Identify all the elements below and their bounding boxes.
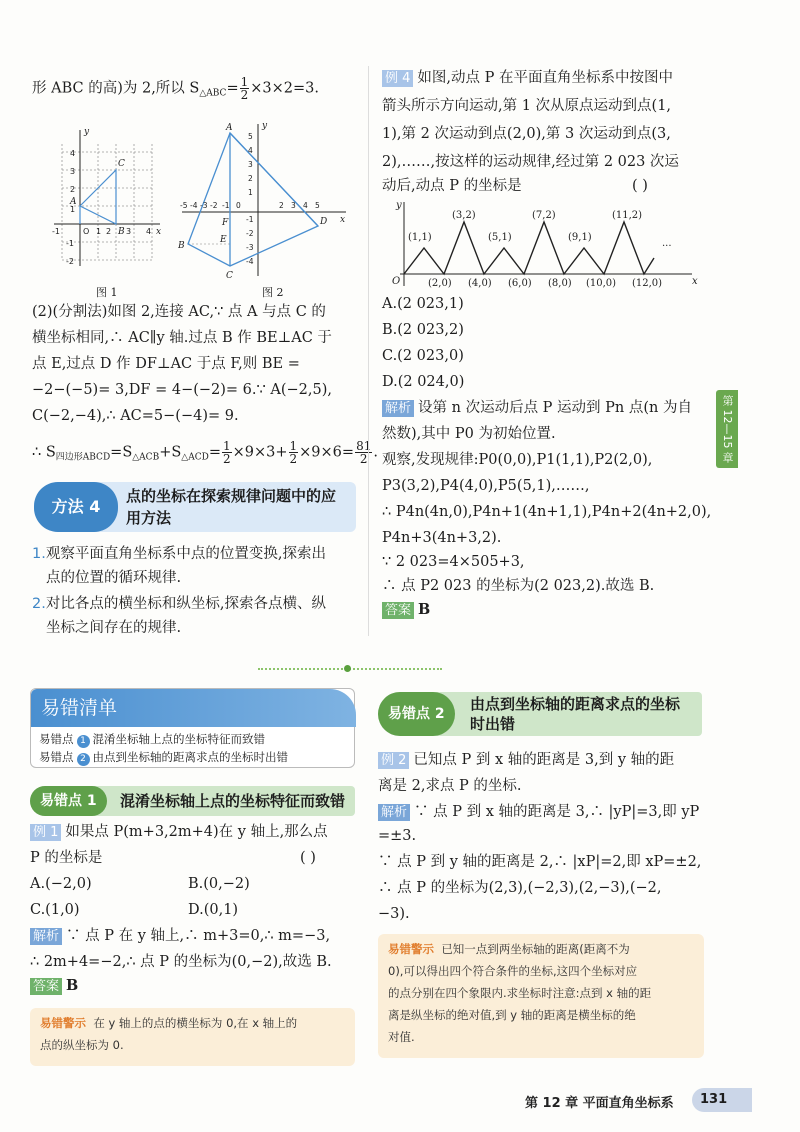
column-divider (368, 66, 369, 636)
svg-text:-2: -2 (66, 257, 74, 266)
option-b: B.(0,−2) (188, 876, 250, 892)
origin-label: O (392, 276, 401, 287)
svg-text:-5: -5 (180, 201, 188, 210)
svg-text:C: C (226, 271, 233, 281)
svg-text:D: D (320, 217, 328, 227)
error-list-title: 易错清单 (31, 689, 356, 727)
list-item: 1.观察平面直角坐标系中点的位置变换,探索出 (32, 546, 326, 562)
svg-text:B: B (178, 241, 185, 251)
method-4-badge: 方法 4 (34, 482, 118, 532)
svg-text:A: A (70, 197, 77, 207)
point-label: (2,0) (428, 278, 452, 289)
svg-text:x: x (340, 215, 346, 225)
answer-tag: 答案 (382, 602, 414, 619)
svg-text:4: 4 (248, 146, 253, 155)
axis-y-label: y (396, 200, 402, 211)
warning-box: 易错警示 已知一点到两坐标轴的距离(距离不为 0),可以得出四个符合条件的坐标,这四个坐标对应 的点分别在四个象限内.求坐标时注意:点到 x 轴的距 离是纵坐标的绝对值,到 y 轴的距离是横坐标的绝 对值. (378, 934, 704, 1058)
point-2-title: 由点到坐标轴的距离求点的坐标时出错 (470, 695, 681, 733)
option-a: A.(−2,0) (30, 876, 92, 892)
svg-text:1: 1 (96, 227, 102, 236)
analysis-line: 解析 ∵ 点 P 在 y 轴上,∴ m+3=0,∴ m=−3, (30, 926, 330, 946)
svg-text:y: y (262, 121, 268, 131)
svg-text:5: 5 (248, 132, 253, 141)
svg-text:y: y (84, 127, 90, 137)
point-1-header (30, 786, 355, 816)
point-label: (5,1) (488, 232, 512, 243)
svg-text:0: 0 (236, 201, 241, 210)
example-2-line: 例 2 已知点 P 到 x 轴的距离是 3,到 y 轴的距 (378, 750, 674, 770)
analysis-tag: 解析 (30, 928, 62, 945)
svg-text:-4: -4 (190, 201, 198, 210)
svg-text:4: 4 (70, 149, 76, 158)
point-1-badge: 易错点 1 (30, 786, 107, 816)
method-4-title: 点的坐标在探索规律问题中的应用方法 (126, 487, 337, 527)
analysis-tag: 解析 (378, 804, 410, 821)
example-4-tag: 例 4 (382, 70, 413, 87)
divider-dot (344, 665, 351, 672)
svg-text:-1: -1 (246, 215, 254, 224)
area-result-line: 形 ABC 的高)为 2,所以 $S_{\triangle ABC}=$ $\frac{1}{2}$ ×3×2=3. (32, 75, 319, 102)
error-list-item: 易错点 2 由点到坐标轴的距离求点的坐标时出错 (39, 750, 288, 764)
svg-text:3: 3 (291, 201, 296, 210)
answer-blank: ( ) (300, 850, 316, 866)
point-label: (8,0) (548, 278, 572, 289)
option-d: D.(0,1) (188, 902, 239, 918)
method-4-header (34, 482, 356, 532)
example-4-line: 例 4 如图,动点 P 在平面直角坐标系中按图中 (382, 68, 673, 88)
svg-text:5: 5 (315, 201, 320, 210)
point-label: (11,2) (612, 210, 643, 221)
figure-1-caption: 图 1 (96, 286, 118, 299)
svg-text:E: E (220, 235, 227, 245)
ellipsis-label: ... (662, 238, 672, 249)
figure-2-caption: 图 2 (262, 286, 284, 299)
svg-text:3: 3 (70, 167, 76, 176)
svg-text:4: 4 (146, 227, 152, 236)
svg-text:3: 3 (248, 160, 253, 169)
point-label: (12,0) (632, 278, 663, 289)
svg-text:2: 2 (70, 185, 76, 194)
chapter-footer: 第 12 章 平面直角坐标系 (525, 1096, 674, 1111)
svg-text:-3: -3 (246, 243, 254, 252)
page-number: 131 (692, 1088, 752, 1112)
axis-x-label: x (692, 276, 698, 287)
svg-text:1: 1 (248, 188, 253, 197)
point-label: (4,0) (468, 278, 492, 289)
point-1-title: 混淆坐标轴上点的坐标特征而致错 (120, 792, 346, 810)
svg-text:C: C (118, 159, 125, 169)
point-label: (10,0) (586, 278, 617, 289)
figure-1 (50, 122, 165, 282)
point-label: (6,0) (508, 278, 532, 289)
zigzag-path-chart (392, 198, 698, 290)
svg-text:-3: -3 (200, 201, 208, 210)
svg-text:-1: -1 (52, 227, 60, 236)
svg-text:O: O (83, 227, 90, 236)
option-c: C.(2 023,0) (382, 348, 464, 364)
list-item: 2.对比各点的横坐标和纵坐标,探索各点横、纵 (32, 596, 326, 612)
option-a: A.(2 023,1) (382, 296, 464, 312)
svg-text:-4: -4 (246, 257, 254, 266)
svg-text:-1: -1 (66, 239, 74, 248)
option-c: C.(1,0) (30, 902, 80, 918)
example-2-tag: 例 2 (378, 752, 409, 769)
svg-text:2: 2 (106, 227, 112, 236)
warning-box: 易错警示 在 y 轴上的点的横坐标为 0,在 x 轴上的 点的纵坐标为 0. (30, 1008, 355, 1066)
svg-text:-2: -2 (210, 201, 218, 210)
point-2-header (378, 692, 702, 736)
warning-icon-label: 易错警示 (388, 942, 434, 956)
area-sum-line: ∴ $S_{四边形ABCD}=S_{\triangle ACB}+S_{\triangle ACD}=$ $\frac{1}{2}$ ×9×3+ $\frac{1}{2}$ ×9×6= $\frac{81}{2}$ . (32, 439, 378, 466)
option-b: B.(2 023,2) (382, 322, 464, 338)
svg-text:2: 2 (248, 174, 253, 183)
figure-2 (178, 118, 353, 283)
svg-text:F: F (222, 218, 229, 228)
answer-value: B (66, 977, 79, 994)
example-1-tag: 例 1 (30, 824, 61, 841)
point-2-badge: 易错点 2 (378, 692, 455, 736)
answer-tag: 答案 (30, 978, 62, 995)
error-list-item: 易错点 1 混淆坐标轴上点的坐标特征而致错 (39, 732, 265, 746)
svg-text:x: x (156, 227, 162, 237)
answer-value: B (418, 601, 431, 618)
svg-text:B: B (118, 227, 125, 237)
answer-line (30, 976, 78, 996)
analysis-tag: 解析 (382, 400, 414, 417)
point-label: (9,1) (568, 232, 592, 243)
point-label: (3,2) (452, 210, 476, 221)
svg-text:1: 1 (70, 205, 76, 214)
error-list-box (30, 688, 355, 768)
example-1-line: 例 1 如果点 P(m+3,2m+4)在 y 轴上,那么点 (30, 822, 328, 842)
svg-text:3: 3 (126, 227, 132, 236)
chapter-side-tab: 第 12—15 章 (716, 390, 738, 468)
warning-icon-label: 易错警示 (40, 1016, 86, 1030)
option-d: D.(2 024,0) (382, 374, 465, 390)
svg-text:4: 4 (303, 201, 308, 210)
answer-blank: ( ) (632, 178, 648, 194)
svg-text:-2: -2 (246, 229, 254, 238)
point-label: (1,1) (408, 232, 432, 243)
svg-text:-1: -1 (222, 201, 230, 210)
point-label: (7,2) (532, 210, 556, 221)
svg-text:A: A (226, 123, 233, 133)
svg-text:2: 2 (279, 201, 284, 210)
